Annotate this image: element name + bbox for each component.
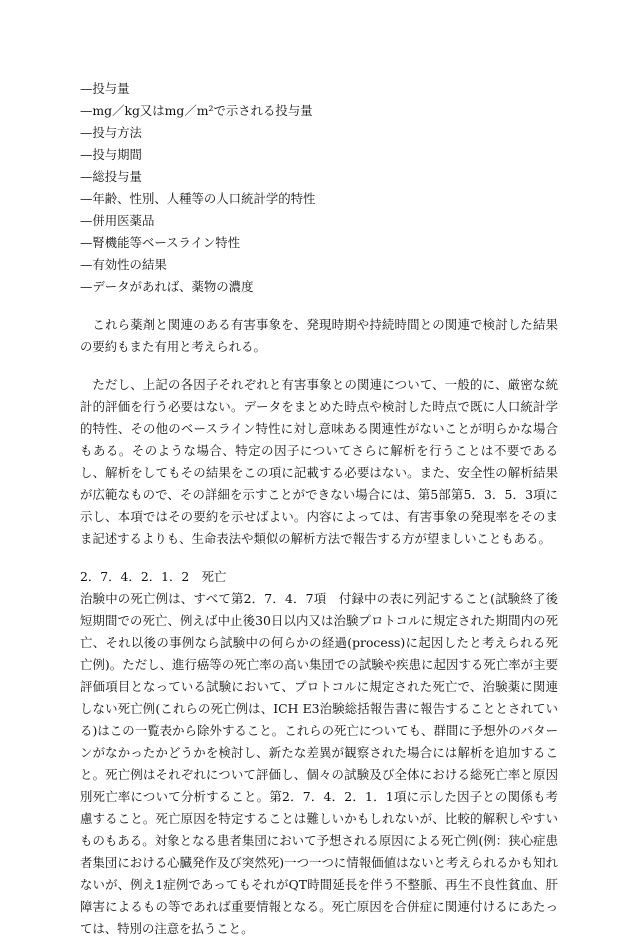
list-item: —総投与量 [80,169,142,184]
paragraph-statistics: ただし、上記の各因子それぞれと有害事象との関連について、一般的に、厳密な統計的評価を行う必要はない。データをまとめた時点や検討した時点で既に人口統計学的特性、その他のベースライン特性に対し意味ある関連性がないことが明らかな場合もある。そのような場合、特定の因子についてさらに解析を行うことは不要であるし、解析をしてもその結果をこの項に記載する必要はない。また、安全性の解析結果が広範なもので、その詳細を示すことができない場合には、第5部第5．3．5．3項に示し、本項ではその要約を示せばよい。内容によっては、有害事象の発現率をそのまま記述するよりも、生命表法や類似の解析方法で報告する方が望ましいこともある。 [80,377,558,546]
document-page [80,78,558,940]
paragraph-summary: これら薬剤と関連のある有害事象を、発現時期や持続時間との関連で検討した結果の要約もまた有用と考えられる。 [80,317,558,354]
section-heading: 2．7．4．2．1．2 死亡 [80,569,227,584]
list-item: —併用医薬品 [80,213,155,228]
factor-list [80,78,558,298]
list-item: —投与方法 [80,125,142,140]
list-item: —投与量 [80,81,130,96]
list-item: —投与期間 [80,147,142,162]
list-item: —腎機能等ベースライン特性 [80,235,241,250]
section-body: 治験中の死亡例は、すべて第2．7．4．7項 付録中の表に列記すること(試験終了後短期間での死亡、例えば中止後30日以内又は治験プロトコルに規定された期間内の死亡、それ以後の事例なら試験中の何らかの経過(process)に起因したと考えられる死亡例)。ただし、進行癌等の死亡率の高い集団での試験や疾患に起因する死亡率が主要評価項目となっている試験において、プロトコルに規定された死亡で、治験薬に関連しない死亡例(これらの死亡例は、ICH E3治験総括報告書に報告することとされている)はこの一覧表から除外すること。これらの死亡についても、群間に予想外のパターンがなかったかどうかを検討し、新たな差異が観察された場合には解析を追加すること。死亡例はそれぞれについて評価し、個々の試験及び全体における総死亡率と原因別死亡率について分析すること。第2．7．4．2．1．1項に示した因子との関係も考慮すること。死亡原因を特定することは難しいかもしれないが、比較的解釈しやすいものもある。対象となる患者集団において予想される原因による死亡例(例：狭心症患者集団における心臓発作及び突然死)一つ一つに情報価値はないと考えられるかも知れないが、例え1症例であってもそれがQT時間延長を伴う不整脈、再生不良性貧血、肝障害によるもの等であれば重要情報となる。死亡原因を合併症に関連付けるにあたっては、特別の注意を払うこと。 [80,591,558,936]
list-item: —年齢、性別、人種等の人口統計学的特性 [80,191,316,206]
list-item: —mg／kg又はmg／m²で示される投与量 [80,103,313,118]
list-item: —有効性の結果 [80,257,167,272]
list-item: —データがあれば、薬物の濃度 [80,279,254,294]
